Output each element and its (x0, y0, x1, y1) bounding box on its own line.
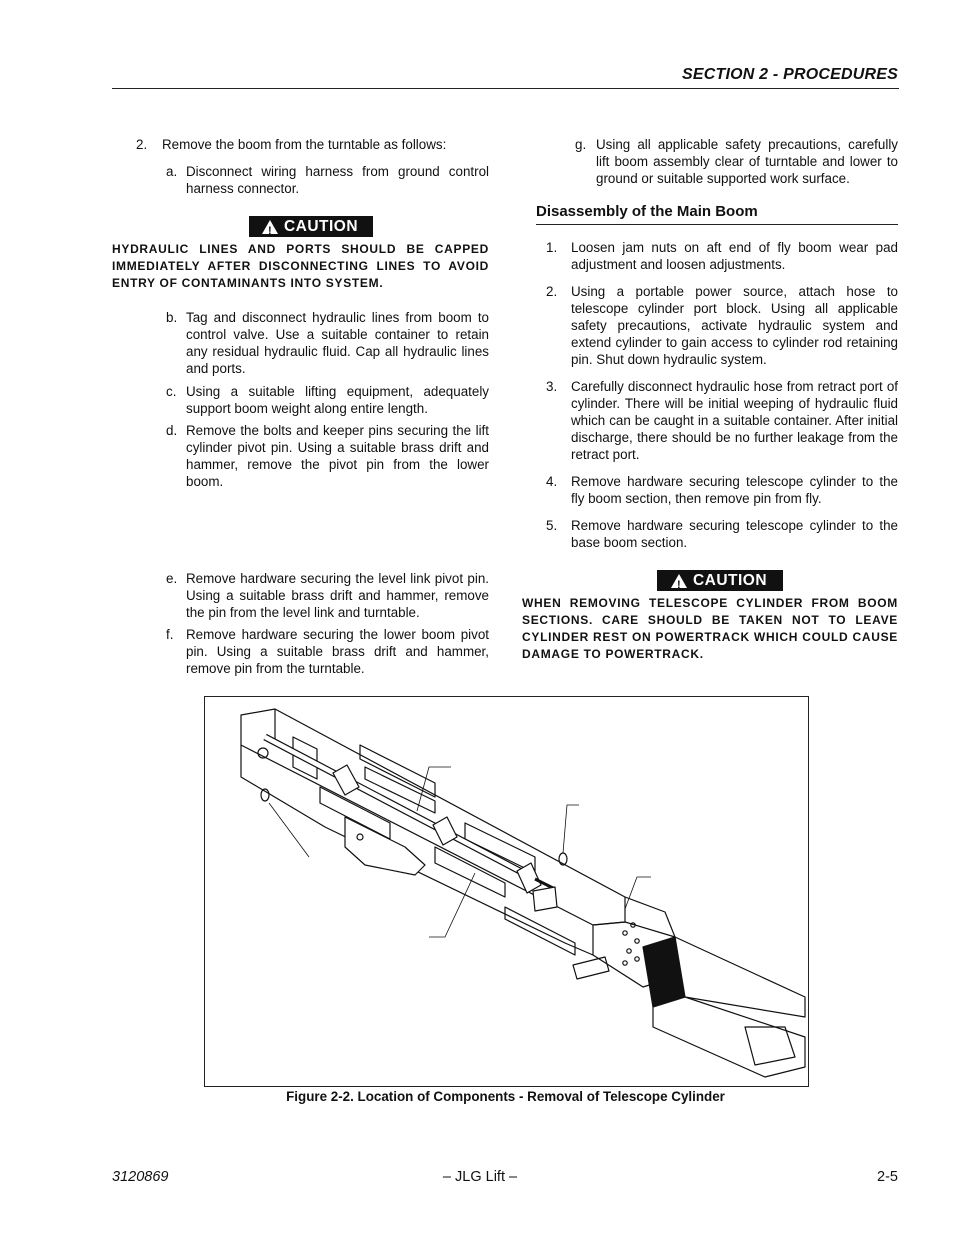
page-number: 2-5 (877, 1169, 898, 1185)
step-2r-number: 2. (546, 284, 558, 299)
step-b-text: Tag and disconnect hydraulic lines from boom to control valve. Use a suitable container to retain any residual hydraulic fluid. Cap all hydraulic lines and ports. (186, 310, 489, 376)
step-d-text: Remove the bolts and keeper pins securing the lift cylinder pivot pin. Using a suitable brass drift and hammer, remove the pivot pin from the lower boom. (186, 423, 489, 489)
doc-number: 3120869 (112, 1169, 169, 1185)
step-4-text: Remove hardware securing telescope cylinder to the fly boom section, then remove pin from fly. (571, 474, 898, 506)
subheading-disassembly: Disassembly of the Main Boom (536, 203, 758, 220)
step-a-text: Disconnect wiring harness from ground control harness connector. (186, 164, 489, 196)
step-e-text: Remove hardware securing the level link pivot pin. Using a suitable brass drift and hammer, remove the pin from the level link and turntable. (186, 571, 489, 620)
step-2r-text: Using a portable power source, attach hose to telescope cylinder port block. Using all applicable safety precautions, activate hydraulic system and extend cylinder to gain access to cylinder rod retaining pin. Shut down hydraulic system. (571, 284, 898, 367)
warning-triangle-icon (262, 220, 278, 234)
step-d-letter: d. (166, 423, 178, 438)
caution-label-1: CAUTION (283, 218, 359, 235)
subheading-rule (536, 224, 898, 225)
step-3-number: 3. (546, 379, 558, 394)
step-3-text: Carefully disconnect hydraulic hose from retract port of cylinder. There will be initial weeping of hydraulic fluid which can be caught in a suitable container. After initial discharge, there should be no further leakage from the retract port. (571, 379, 898, 462)
figure-box (204, 696, 809, 1087)
step-2-text: Remove the boom from the turntable as follows: (162, 137, 447, 152)
caution-label-2: CAUTION (692, 572, 768, 589)
caution-text-1: HYDRAULIC LINES AND PORTS SHOULD BE CAPPED IMMEDIATELY AFTER DISCONNECTING LINES TO AVOID ENTRY OF CONTAMINANTS INTO SYSTEM. (112, 242, 489, 290)
step-c-text: Using a suitable lifting equipment, adequately support boom weight along entire length. (186, 384, 489, 416)
caution-text-2: WHEN REMOVING TELESCOPE CYLINDER FROM BOOM SECTIONS. CARE SHOULD BE TAKEN NOT TO LEAVE CYLINDER REST ON POWERTRACK WHICH COULD CAUSE DAMAGE TO POWERTRACK. (522, 596, 898, 661)
caution-badge-1 (249, 216, 373, 237)
step-a-letter: a. (166, 164, 178, 179)
step-e-letter: e. (166, 571, 178, 586)
caution-badge-2 (657, 570, 783, 591)
step-g-letter: g. (575, 137, 587, 152)
step-2-number: 2. (136, 137, 148, 152)
step-5-number: 5. (546, 518, 558, 533)
warning-triangle-icon (671, 574, 687, 588)
step-1-number: 1. (546, 240, 558, 255)
step-4-number: 4. (546, 474, 558, 489)
boom-illustration (205, 697, 808, 1086)
step-f-letter: f. (166, 627, 174, 642)
header-rule (112, 88, 899, 89)
step-b-letter: b. (166, 310, 178, 325)
footer-center: – JLG Lift – (442, 1169, 518, 1185)
step-f-text: Remove hardware securing the lower boom pivot pin. Using a suitable brass drift and hammer, remove pin from the turntable. (186, 627, 489, 676)
step-g-text: Using all applicable safety precautions, carefully lift boom assembly clear of turntable and lower to ground or suitable supported work surface. (596, 137, 898, 186)
step-1-text: Loosen jam nuts on aft end of fly boom wear pad adjustment and loosen adjustments. (571, 240, 898, 272)
section-title: SECTION 2 - PROCEDURES (682, 66, 898, 83)
step-c-letter: c. (166, 384, 177, 399)
step-5-text: Remove hardware securing telescope cylinder to the base boom section. (571, 518, 898, 550)
figure-caption: Figure 2-2. Location of Components - Removal of Telescope Cylinder (286, 1089, 725, 1104)
